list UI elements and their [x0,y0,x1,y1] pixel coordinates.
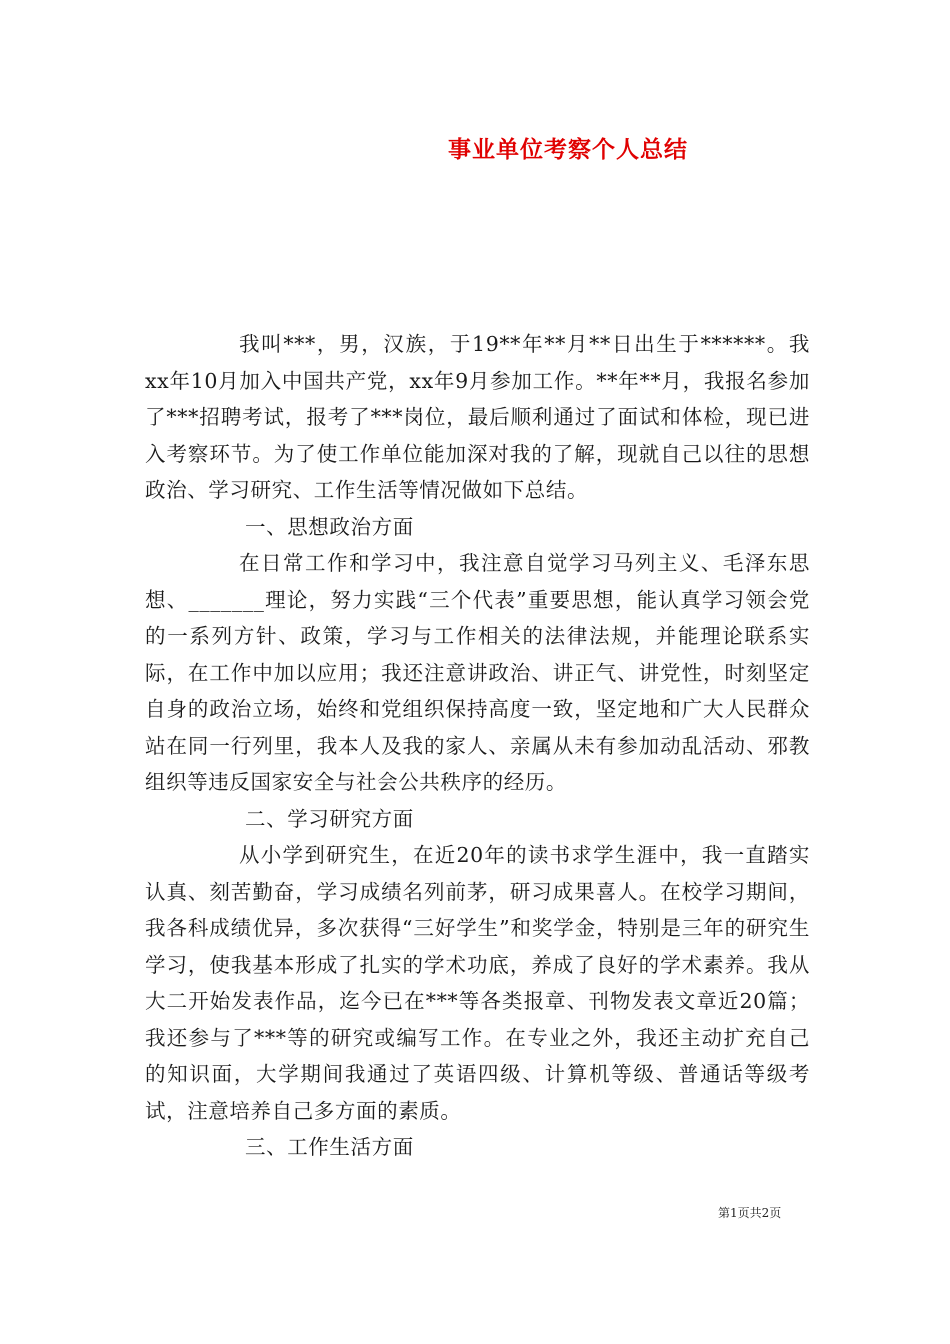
political-paragraph: 在日常工作和学习中，我注意自觉学习马列主义、毛泽东思想、_______理论，努力实践“三个代表”重要思想，能认真学习领会党的一系列方针、政策，学习与工作相关的法律法规，并能理论联系实际，在工作中加以应用；我还注意讲政治、讲正气、讲党性，时刻坚定自身的政治立场，始终和党组织保持高度一致，坚定地和广大人民群众站在同一行列里，我本人及我的家人、亲属从未有参加动乱活动、邪教组织等违反国家安全与社会公共秩序的经历。 [145,551,810,794]
page-number-footer: 第1页共2页 [718,1206,782,1220]
document-body [145,326,810,1166]
section-heading-work: 三、工作生活方面 [245,1135,414,1159]
document-title: 事业单位考察个人总结 [448,136,688,163]
study-paragraph: 从小学到研究生，在近20年的读书求学生涯中，我一直踏实认真、刻苦勤奋，学习成绩名列前茅，研习成果喜人。在校学习期间，我各科成绩优异，多次获得“三好学生”和奖学金，特别是三年的研究生学习，使我基本形成了扎实的学术功底，养成了良好的学术素养。我从大二开始发表作品，迄今已在***等各类报章、刊物发表文章近20篇；我还参与了***等的研究或编写工作。在专业之外，我还主动扩充自己的知识面，大学期间我通过了英语四级、计算机等级、普通话等级考试，注意培养自己多方面的素质。 [145,843,810,1123]
section-heading-political: 一、思想政治方面 [245,514,414,539]
intro-paragraph: 我叫***，男，汉族，于19**年**月**日出生于******。我xx年10月加入中国共产党，xx年9月参加工作。**年**月，我报名参加了***招聘考试，报考了***岗位，最后顺利通过了面试和体检，现已进入考察环节。为了使工作单位能加深对我的了解，现就自己以往的思想政治、学习研究、工作生活等情况做如下总结。 [145,332,810,502]
section-heading-study: 二、学习研究方面 [245,806,414,831]
